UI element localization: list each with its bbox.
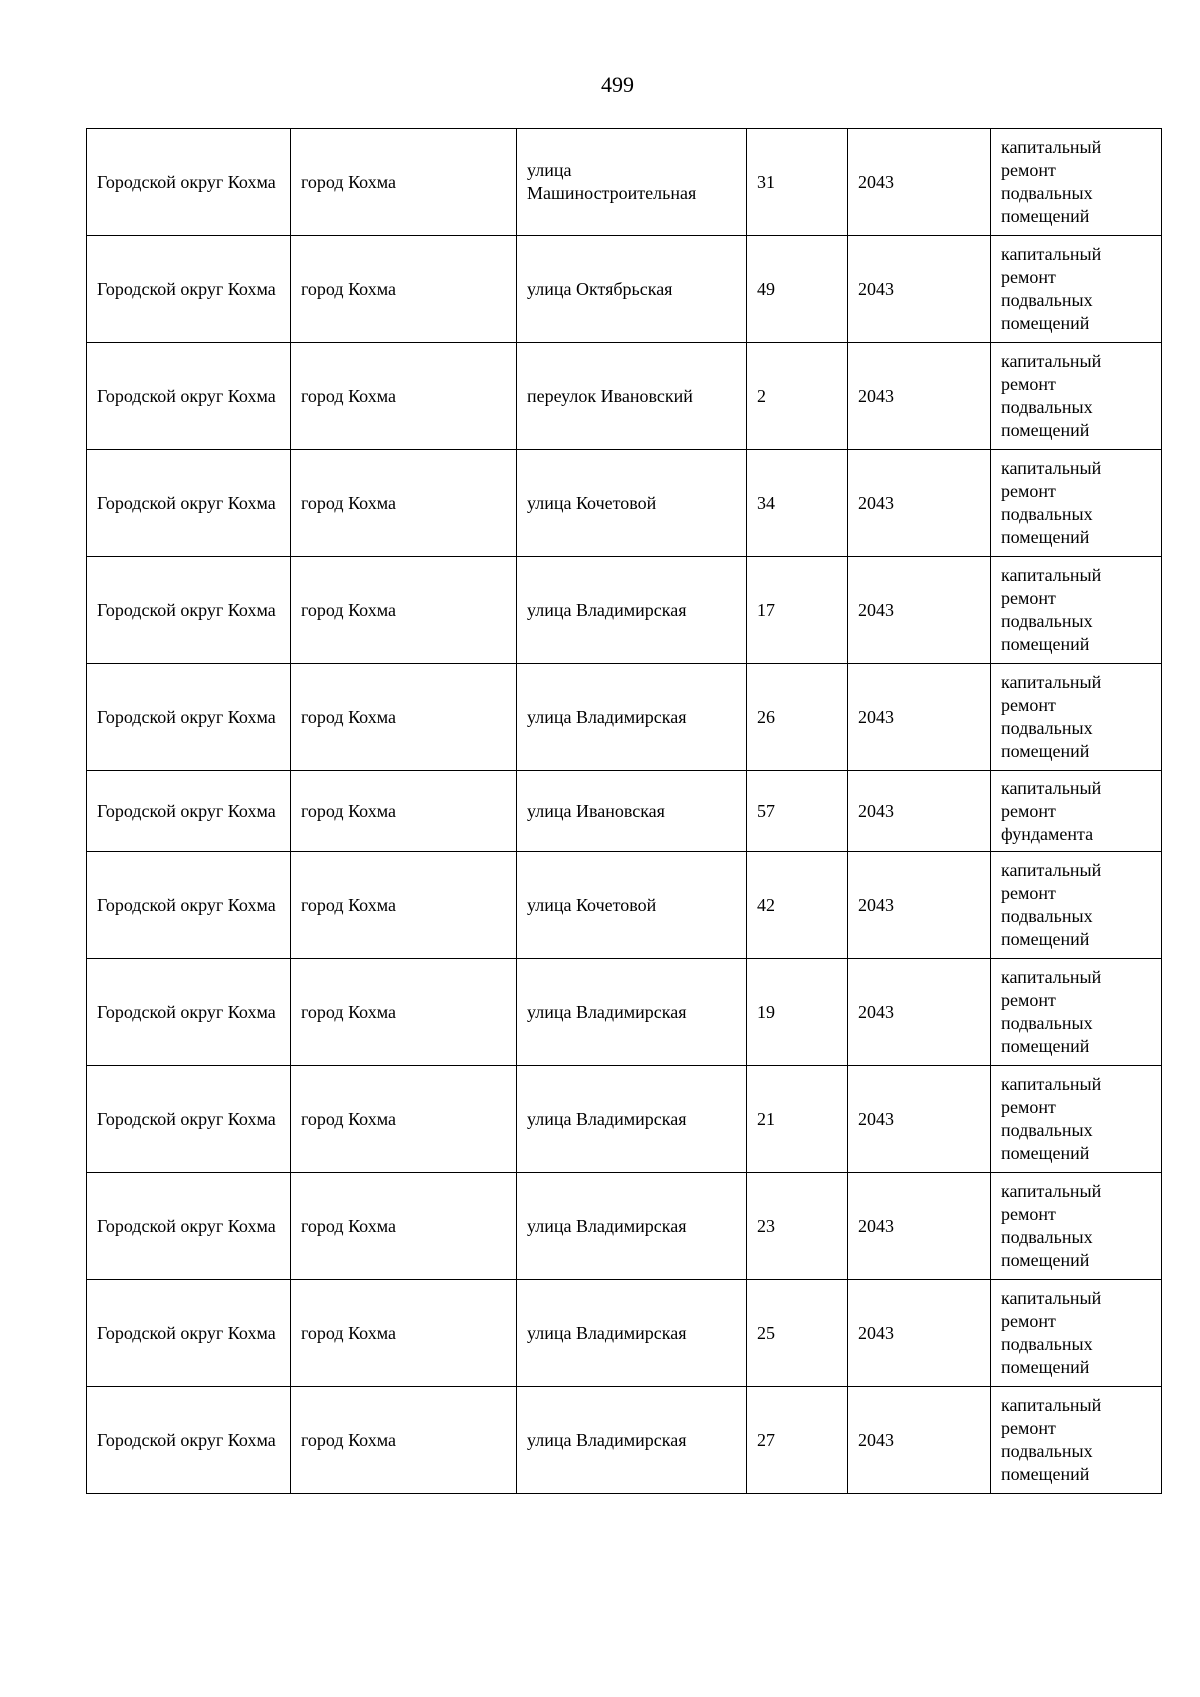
year-cell: 2043 xyxy=(848,1280,991,1387)
house-cell: 23 xyxy=(747,1173,848,1280)
table-row xyxy=(87,129,1162,236)
street-cell: улица Владимирская xyxy=(517,1173,747,1280)
district-cell: Городской округ Кохма xyxy=(87,1066,291,1173)
year-cell: 2043 xyxy=(848,1387,991,1494)
district-cell: Городской округ Кохма xyxy=(87,959,291,1066)
year-cell: 2043 xyxy=(848,1066,991,1173)
table-row xyxy=(87,236,1162,343)
work-cell: капитальный ремонт подвальных помещений xyxy=(991,557,1162,664)
table-row xyxy=(87,1173,1162,1280)
house-cell: 25 xyxy=(747,1280,848,1387)
table-row xyxy=(87,1280,1162,1387)
district-cell: Городской округ Кохма xyxy=(87,1387,291,1494)
street-cell: переулок Ивановский xyxy=(517,343,747,450)
table-row xyxy=(87,557,1162,664)
district-cell: Городской округ Кохма xyxy=(87,771,291,852)
house-cell: 17 xyxy=(747,557,848,664)
table-row xyxy=(87,771,1162,852)
work-cell: капитальный ремонт подвальных помещений xyxy=(991,343,1162,450)
house-cell: 27 xyxy=(747,1387,848,1494)
city-cell: город Кохма xyxy=(291,236,517,343)
city-cell: город Кохма xyxy=(291,1066,517,1173)
house-cell: 19 xyxy=(747,959,848,1066)
city-cell: город Кохма xyxy=(291,852,517,959)
house-cell: 31 xyxy=(747,129,848,236)
table-row xyxy=(87,450,1162,557)
house-cell: 2 xyxy=(747,343,848,450)
year-cell: 2043 xyxy=(848,343,991,450)
district-cell: Городской округ Кохма xyxy=(87,129,291,236)
street-cell: улица Владимирская xyxy=(517,664,747,771)
table-row xyxy=(87,1387,1162,1494)
street-cell: улица Владимирская xyxy=(517,557,747,664)
district-cell: Городской округ Кохма xyxy=(87,1173,291,1280)
street-cell: улица Владимирская xyxy=(517,1066,747,1173)
house-cell: 57 xyxy=(747,771,848,852)
street-cell: улица Кочетовой xyxy=(517,450,747,557)
city-cell: город Кохма xyxy=(291,1387,517,1494)
year-cell: 2043 xyxy=(848,557,991,664)
work-cell: капитальный ремонт подвальных помещений xyxy=(991,1066,1162,1173)
year-cell: 2043 xyxy=(848,664,991,771)
house-cell: 42 xyxy=(747,852,848,959)
table-row xyxy=(87,1066,1162,1173)
city-cell: город Кохма xyxy=(291,1280,517,1387)
registry-table xyxy=(86,128,1162,1494)
street-cell: улица Машиностроительная xyxy=(517,129,747,236)
year-cell: 2043 xyxy=(848,852,991,959)
year-cell: 2043 xyxy=(848,450,991,557)
district-cell: Городской округ Кохма xyxy=(87,557,291,664)
work-cell: капитальный ремонт подвальных помещений xyxy=(991,852,1162,959)
house-cell: 21 xyxy=(747,1066,848,1173)
district-cell: Городской округ Кохма xyxy=(87,343,291,450)
year-cell: 2043 xyxy=(848,959,991,1066)
district-cell: Городской округ Кохма xyxy=(87,852,291,959)
street-cell: улица Владимирская xyxy=(517,1280,747,1387)
work-cell: капитальный ремонт подвальных помещений xyxy=(991,959,1162,1066)
work-cell: капитальный ремонт подвальных помещений xyxy=(991,664,1162,771)
city-cell: город Кохма xyxy=(291,557,517,664)
city-cell: город Кохма xyxy=(291,129,517,236)
house-cell: 49 xyxy=(747,236,848,343)
table-row xyxy=(87,343,1162,450)
work-cell: капитальный ремонт подвальных помещений xyxy=(991,1173,1162,1280)
work-cell: капитальный ремонт подвальных помещений xyxy=(991,1280,1162,1387)
street-cell: улица Владимирская xyxy=(517,959,747,1066)
city-cell: город Кохма xyxy=(291,959,517,1066)
year-cell: 2043 xyxy=(848,236,991,343)
city-cell: город Кохма xyxy=(291,771,517,852)
district-cell: Городской округ Кохма xyxy=(87,664,291,771)
work-cell: капитальный ремонт подвальных помещений xyxy=(991,1387,1162,1494)
street-cell: улица Ивановская xyxy=(517,771,747,852)
city-cell: город Кохма xyxy=(291,450,517,557)
work-cell: капитальный ремонт фундамента xyxy=(991,771,1162,852)
district-cell: Городской округ Кохма xyxy=(87,450,291,557)
district-cell: Городской округ Кохма xyxy=(87,1280,291,1387)
street-cell: улица Кочетовой xyxy=(517,852,747,959)
city-cell: город Кохма xyxy=(291,1173,517,1280)
house-cell: 26 xyxy=(747,664,848,771)
city-cell: город Кохма xyxy=(291,343,517,450)
year-cell: 2043 xyxy=(848,1173,991,1280)
year-cell: 2043 xyxy=(848,771,991,852)
table-row xyxy=(87,852,1162,959)
table-row xyxy=(87,664,1162,771)
work-cell: капитальный ремонт подвальных помещений xyxy=(991,236,1162,343)
work-cell: капитальный ремонт подвальных помещений xyxy=(991,450,1162,557)
work-cell: капитальный ремонт подвальных помещений xyxy=(991,129,1162,236)
street-cell: улица Владимирская xyxy=(517,1387,747,1494)
street-cell: улица Октябрьская xyxy=(517,236,747,343)
table-row xyxy=(87,959,1162,1066)
district-cell: Городской округ Кохма xyxy=(87,236,291,343)
year-cell: 2043 xyxy=(848,129,991,236)
city-cell: город Кохма xyxy=(291,664,517,771)
house-cell: 34 xyxy=(747,450,848,557)
page-number: 499 xyxy=(601,72,634,97)
